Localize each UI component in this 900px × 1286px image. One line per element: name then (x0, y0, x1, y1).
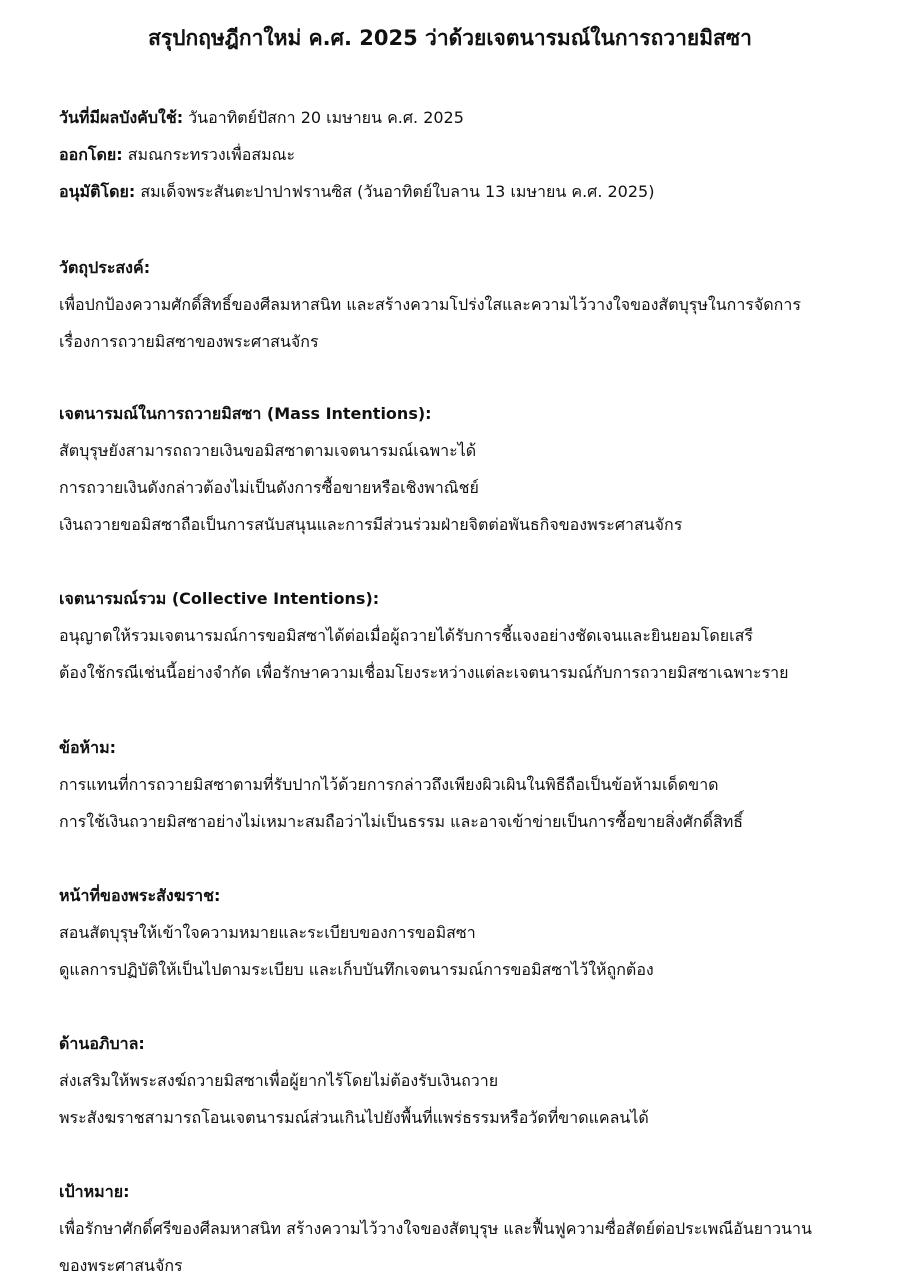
effective-date-value: วันอาทิตย์ปัสกา 20 เมษายน ค.ศ. 2025 (183, 108, 464, 127)
section-prohibitions (59, 729, 889, 840)
section-heading: เป้าหมาย: (59, 1182, 130, 1201)
issued-by-line (59, 136, 879, 173)
section-line: พระสังฆราชสามารถโอนเจตนารมณ์ส่วนเกินไปยังพื้นที่แพร่ธรรมหรือวัดที่ขาดแคลนได้ (59, 1108, 649, 1127)
approved-by-line (59, 173, 879, 210)
section-mass-intentions (59, 395, 889, 543)
approved-by-value: สมเด็จพระสันตะปาปาฟรานซิส (วันอาทิตย์ใบลาน 13 เมษายน ค.ศ. 2025) (135, 182, 655, 201)
section-heading: ด้านอภิบาล: (59, 1034, 145, 1053)
document-title: สรุปกฤษฎีกาใหม่ ค.ศ. 2025 ว่าด้วยเจตนารมณ์ในการถวายมิสซา (148, 26, 752, 50)
section-heading: ข้อห้าม: (59, 738, 117, 757)
section-heading: เจตนารมณ์ในการถวายมิสซา (Mass Intentions): (59, 404, 432, 423)
section-goal (59, 1173, 889, 1284)
section-heading: เจตนารมณ์รวม (Collective Intentions): (59, 589, 380, 608)
section-line: การแทนที่การถวายมิสซาตามที่รับปากไว้ด้วยการกล่าวถึงเพียงผิวเผินในพิธีถือเป็นข้อห้ามเด็ดขาด (59, 775, 719, 794)
approved-by-label: อนุมัติโดย: (59, 182, 136, 201)
section-line: เงินถวายขอมิสซาถือเป็นการสนับสนุนและการมีส่วนร่วมฝ่ายจิตต่อพันธกิจของพระศาสนจักร (59, 515, 683, 534)
section-line: สอนสัตบุรุษให้เข้าใจความหมายและระเบียบของการขอมิสซา (59, 923, 476, 942)
section-line: เพื่อรักษาศักดิ์ศรีของศีลมหาสนิท สร้างความไว้วางใจของสัตบุรุษ และฟื้นฟูความซื่อสัตย์ต่อประเพณีอันยาวนาน (59, 1219, 812, 1238)
section-heading: หน้าที่ของพระสังฆราช: (59, 886, 221, 905)
section-line: การใช้เงินถวายมิสซาอย่างไม่เหมาะสมถือว่าไม่เป็นธรรม และอาจเข้าข่ายเป็นการซื้อขายสิ่งศักดิ์สิทธิ์ (59, 812, 744, 831)
section-line: ส่งเสริมให้พระสงฆ์ถวายมิสซาเพื่อผู้ยากไร้โดยไม่ต้องรับเงินถวาย (59, 1071, 499, 1090)
section-line: ของพระศาสนจักร (59, 1256, 183, 1275)
section-heading: วัตถุประสงค์: (59, 258, 151, 277)
section-line: สัตบุรุษยังสามารถถวายเงินขอมิสซาตามเจตนารมณ์เฉพาะได้ (59, 441, 477, 460)
section-line: อนุญาตให้รวมเจตนารมณ์การขอมิสซาได้ต่อเมื่อผู้ถวายได้รับการชี้แจงอย่างชัดเจนและยินยอมโดยเสรี (59, 626, 753, 645)
issued-by-value: สมณกระทรวงเพื่อสมณะ (122, 145, 296, 164)
issued-by-label: ออกโดย: (59, 145, 123, 164)
section-line: เพื่อปกป้องความศักดิ์สิทธิ์ของศีลมหาสนิท และสร้างความโปร่งใสและความไว้วางใจของสัตบุรุษในการจัดการ (59, 295, 801, 314)
section-bishop-duties (59, 877, 889, 988)
effective-date-line (59, 99, 879, 136)
document-meta (59, 99, 879, 210)
section-objective (59, 249, 889, 360)
section-pastoral (59, 1025, 889, 1136)
section-collective-intentions (59, 580, 889, 691)
effective-date-label: วันที่มีผลบังคับใช้: (59, 108, 184, 127)
section-line: ต้องใช้กรณีเช่นนี้อย่างจำกัด เพื่อรักษาความเชื่อมโยงระหว่างแต่ละเจตนารมณ์กับการถวายมิสซาเฉพาะราย (59, 663, 789, 682)
section-line: ดูแลการปฏิบัติให้เป็นไปตามระเบียบ และเก็บบันทึกเจตนารมณ์การขอมิสซาไว้ให้ถูกต้อง (59, 960, 654, 979)
section-line: เรื่องการถวายมิสซาของพระศาสนจักร (59, 332, 319, 351)
section-line: การถวายเงินดังกล่าวต้องไม่เป็นดังการซื้อขายหรือเชิงพาณิชย์ (59, 478, 479, 497)
